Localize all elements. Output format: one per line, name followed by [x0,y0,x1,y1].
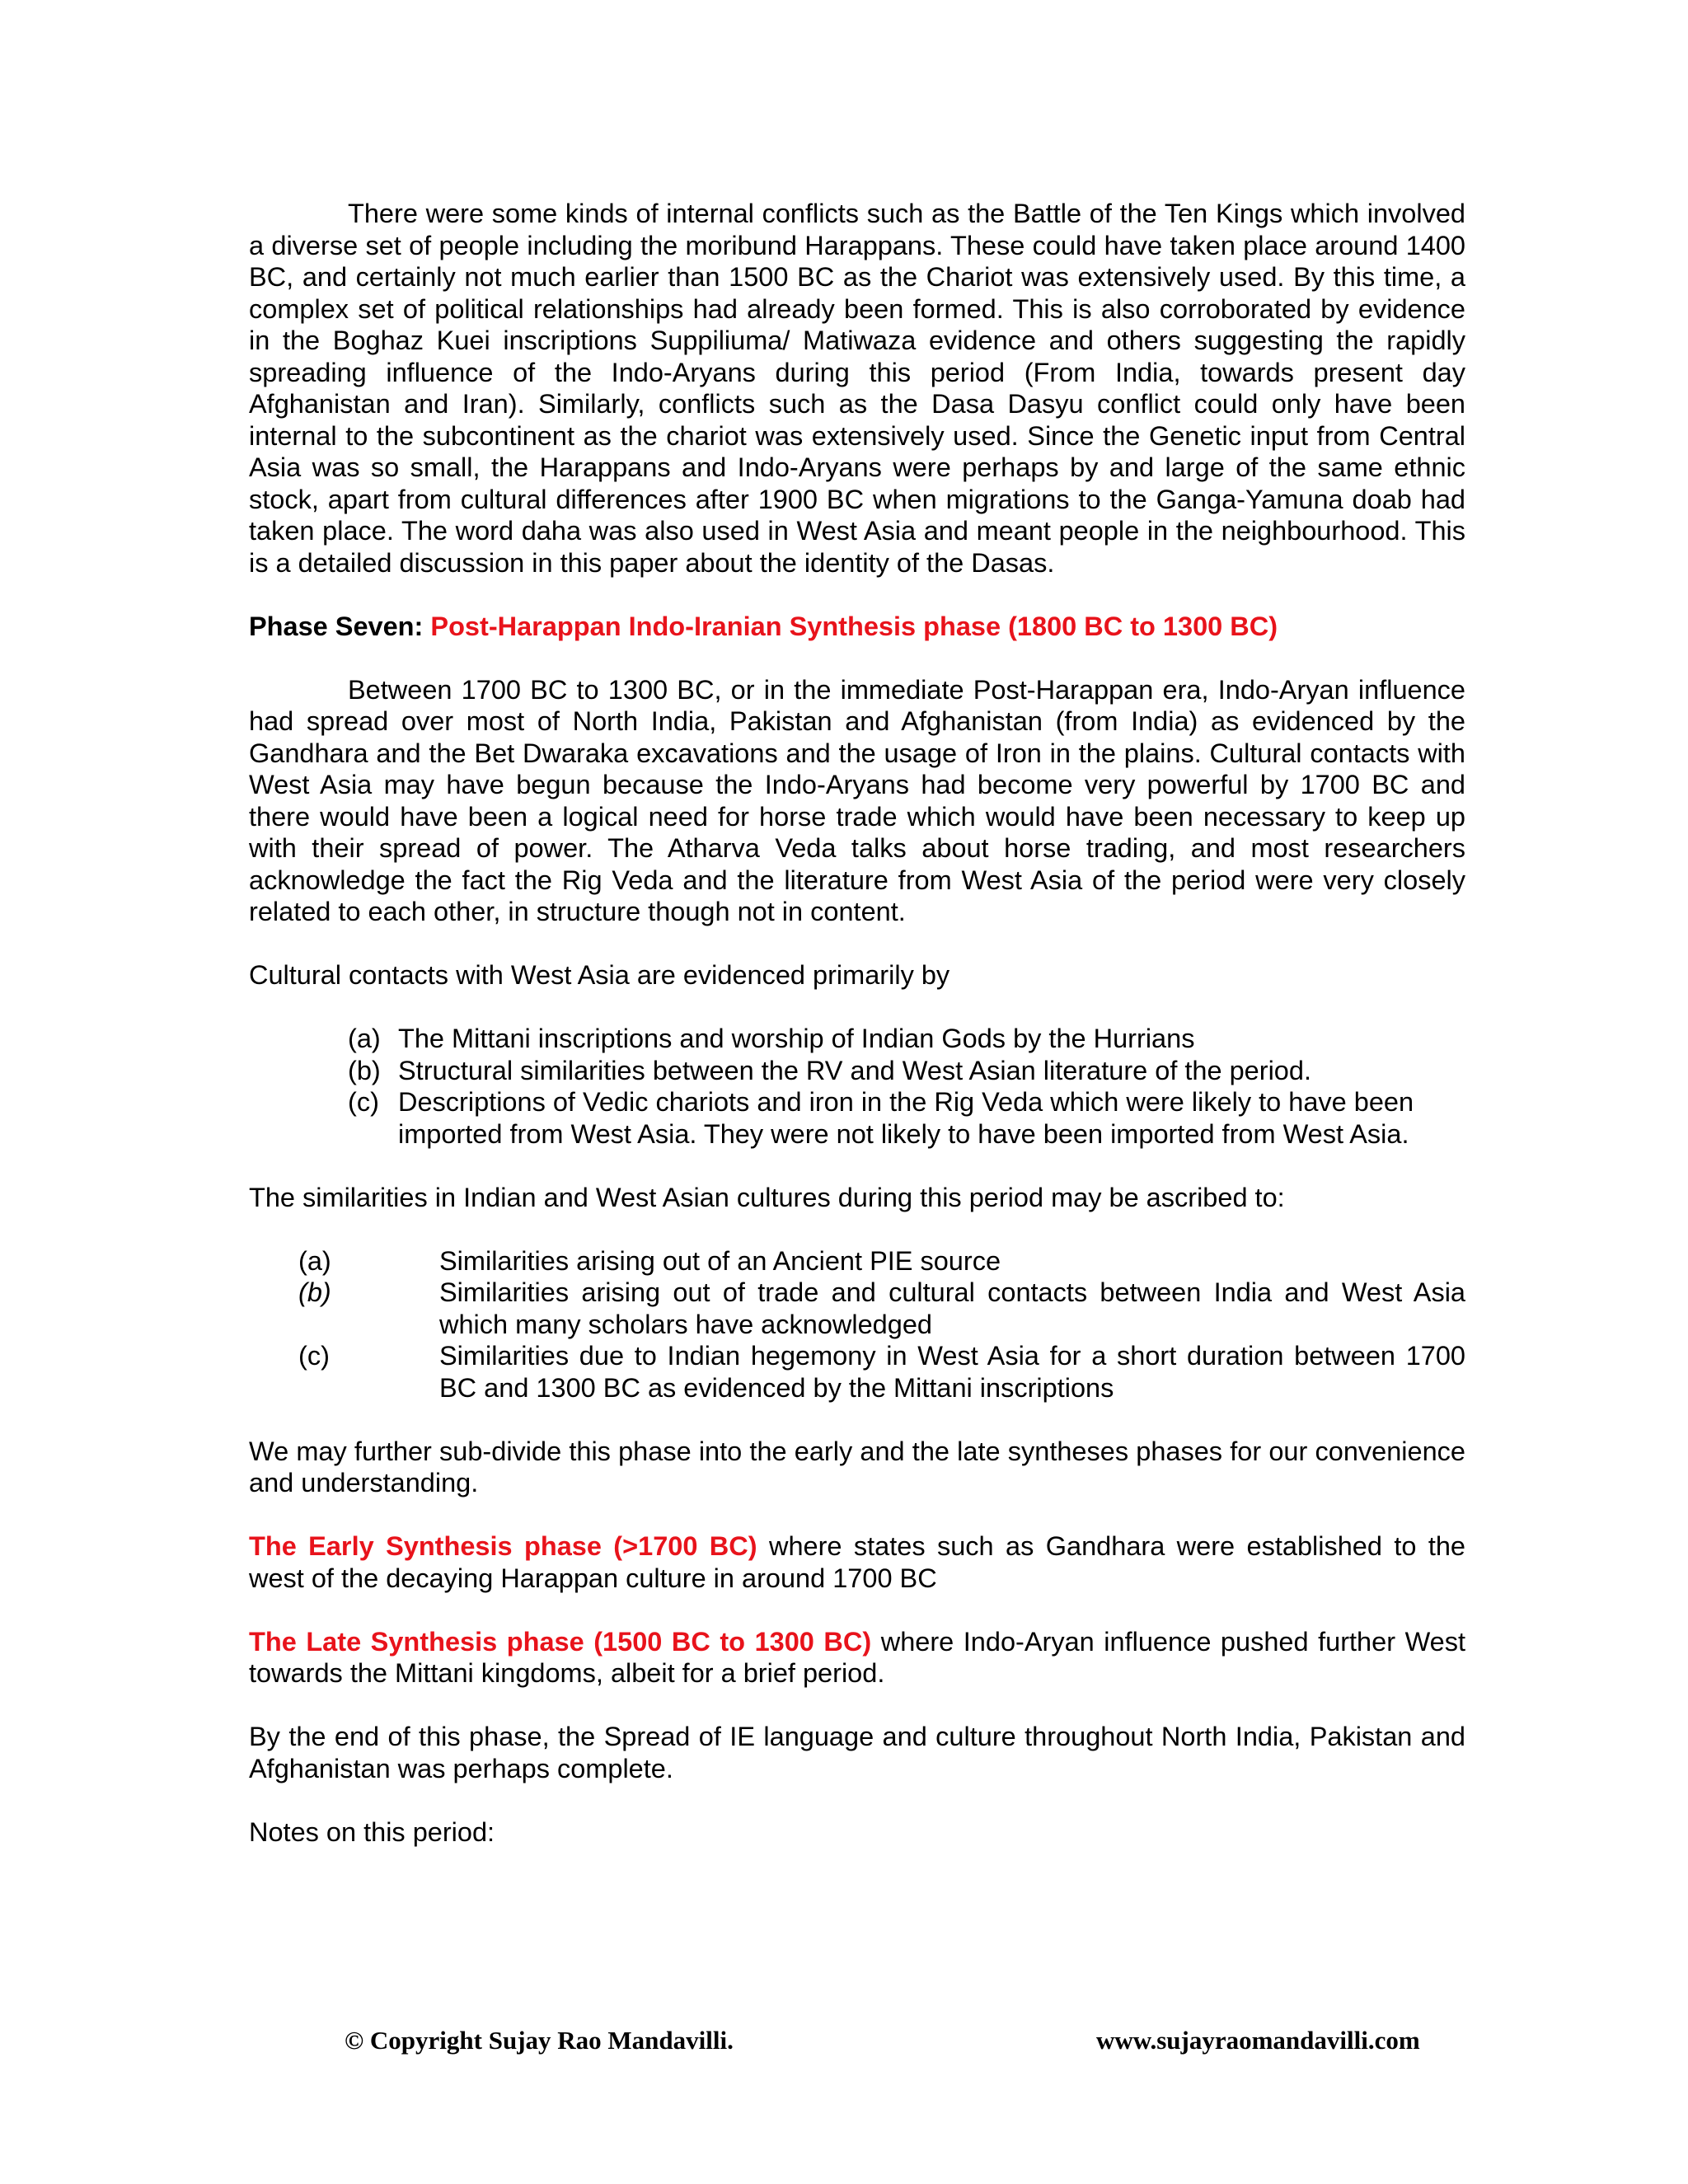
list-marker: (a) [348,1024,381,1053]
paragraph-subdivide: We may further sub-divide this phase into the early and the late syntheses phases for our convenience and understanding. [249,1436,1465,1497]
list-item-text: Descriptions of Vedic chariots and iron in the Rig Veda which were likely to have been imported from West Asia. They were not likely to have been imported from West Asia. [398,1087,1414,1149]
footer-website: www.sujayraomandavilli.com [1096,2026,1420,2055]
list-item-text: Similarities arising out of trade and cultural contacts between India and West Asia which many scholars have acknowledged [439,1277,1465,1339]
paragraph-late-synthesis [249,1626,1465,1690]
list-item-text: Structural similarities between the RV and West Asian literature of the period. [398,1055,1311,1085]
phase-seven-heading [249,611,1465,643]
list-item [249,1055,1465,1087]
list-item [249,1086,1465,1150]
paragraph-indo-aryan-influence: Between 1700 BC to 1300 BC, or in the immediate Post-Harappan era, Indo-Aryan influence had spread over most of North India, Pakistan and Afghanistan (from India) as evidenced by the Gandhara and the Bet Dwaraka excavations and the usage of Iron in the plains. Cultural contacts with West Asia may have begun because the Indo-Aryans had become very powerful by 1700 BC and there would have been a logical need for horse trade which would have been necessary to keep up with their spread of power. The Atharva Veda talks about horse trading, and most researchers acknowledge the fact the Rig Veda and the literature from West Asia of the period were very closely related to each other, in structure though not in content. [249,674,1465,926]
late-synthesis-title: The Late Synthesis phase (1500 BC to 1300 BC) [249,1626,872,1657]
phase-title: Post-Harappan Indo-Iranian Synthesis phase (1800 BC to 1300 BC) [430,611,1278,641]
paragraph-early-synthesis [249,1530,1465,1594]
paragraph-end-of-phase: By the end of this phase, the Spread of IE language and culture throughout North India, Pakistan and Afghanistan was perhaps complete. [249,1722,1465,1783]
list-item [249,1245,1465,1277]
late-synthesis-text: where Indo-Aryan influence pushed further West towards the Mittani kingdoms, albeit for a brief period. [249,1626,1466,1688]
similarity-list [249,1245,1465,1404]
list-marker: (b) [298,1277,331,1307]
paragraph-notes: Notes on this period: [249,1816,495,1847]
evidence-list [249,1023,1465,1150]
early-synthesis-text: where states such as Gandhara were established to the west of the decaying Harappan culture in around 1700 BC [249,1531,1465,1593]
list-marker: (c) [348,1087,379,1117]
list-item [249,1023,1465,1055]
list-item [249,1277,1465,1340]
list-item [249,1340,1465,1404]
list-item-text: The Mittani inscriptions and worship of Indian Gods by the Hurrians [398,1024,1195,1053]
paragraph-similarities-intro: The similarities in Indian and West Asian cultures during this period may be ascribed to: [249,1182,1285,1212]
paragraph-cultural-contacts-intro: Cultural contacts with West Asia are evidenced primarily by [249,960,950,990]
early-synthesis-title: The Early Synthesis phase (>1700 BC) [249,1531,757,1561]
list-marker: (a) [298,1245,331,1276]
document-body [249,198,1465,1880]
footer-copyright: © Copyright Sujay Rao Mandavilli. [345,2026,734,2055]
phase-label: Phase Seven: [249,611,431,641]
list-marker: (b) [348,1055,381,1085]
list-marker: (c) [298,1341,330,1371]
list-item-text: Similarities due to Indian hegemony in West Asia for a short duration between 1700 BC and 1300 BC as evidenced by the Mittani inscriptions [439,1341,1465,1403]
list-item-text: Similarities arising out of an Ancient PIE source [439,1245,1001,1276]
paragraph-internal-conflicts: There were some kinds of internal conflicts such as the Battle of the Ten Kings which involved a diverse set of people including the moribund Harappans. These could have taken place around 1400 BC, and certainly not much earlier than 1500 BC as the Chariot was extensively used. By this time, a complex set of political relationships had already been formed. This is also corroborated by evidence in the Boghaz Kuei inscriptions Suppiliuma/ Matiwaza evidence and others suggesting the rapidly spreading influence of the Indo-Aryans during this period (From India, towards present day Afghanistan and Iran). Similarly, conflicts such as the Dasa Dasyu conflict could only have been internal to the subcontinent as the chariot was extensively used. Since the Genetic input from Central Asia was so small, the Harappans and Indo-Aryans were perhaps by and large of the same ethnic stock, apart from cultural differences after 1900 BC when migrations to the Ganga-Yamuna doab had taken place. The word daha was also used in West Asia and meant people in the neighbourhood. This is a detailed discussion in this paper about the identity of the Dasas. [249,199,1465,578]
